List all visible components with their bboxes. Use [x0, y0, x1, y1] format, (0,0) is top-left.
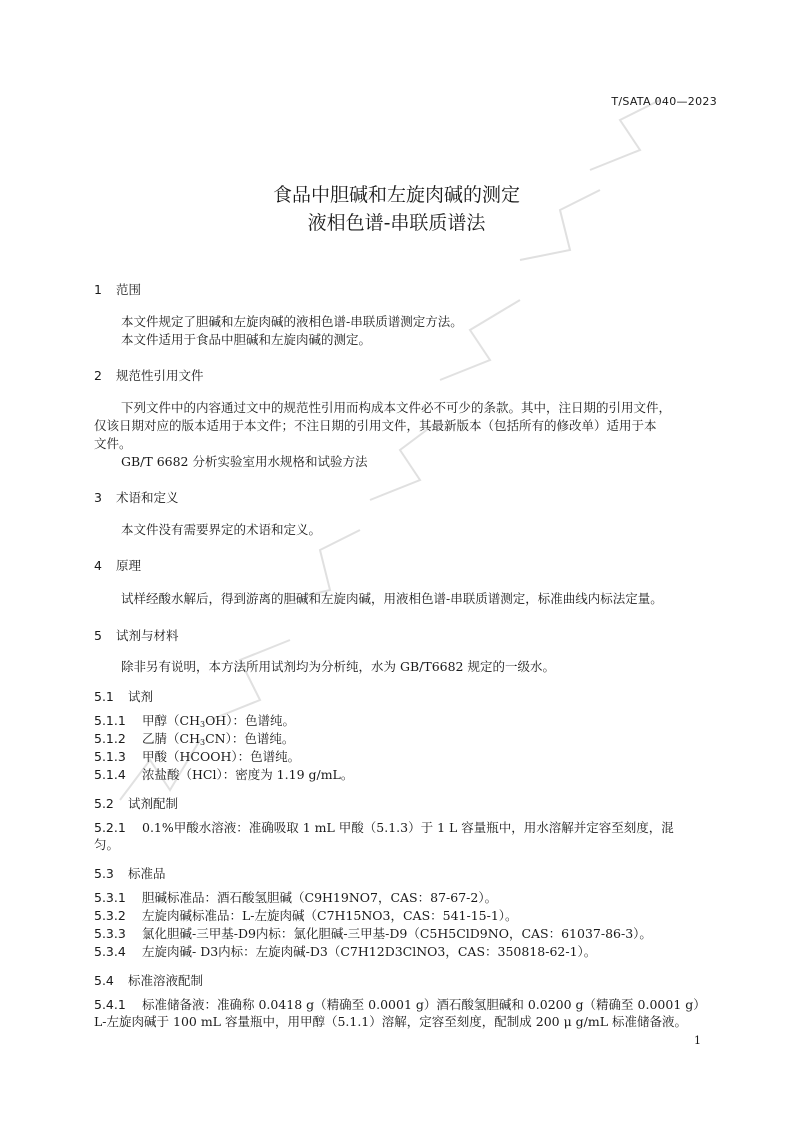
subsection-heading-5-1: 5.1 试剂 [94, 689, 154, 704]
item-5-4-1-continuation: L-左旋肉碱于 100 mL 容量瓶中，用甲醇（5.1.1）溶解，定容至刻度，配制成 200 μ g/mL 标准储备液。 [94, 1014, 688, 1029]
section-2-paragraph-1-line1: 下列文件中的内容通过文中的规范性引用而构成本文件必不可少的条款。其中，注日期的引用文件， [121, 400, 672, 415]
item-5-1-4: 5.1.4 浓盐酸（HCl）：密度为 1.19 g/mL。 [94, 767, 354, 782]
document-title-line1: 食品中胆碱和左旋肉碱的测定 [272, 184, 520, 206]
item-5-3-1: 5.3.1 胆碱标准品：酒石酸氢胆碱（C9H19NO7，CAS：87-67-2）。 [94, 890, 498, 905]
item-5-1-3: 5.1.3 甲酸（HCOOH）：色谱纯。 [94, 749, 301, 764]
section-3-paragraph: 本文件没有需要界定的术语和定义。 [121, 522, 322, 537]
section-2-paragraph-1-line2: 仅该日期对应的版本适用于本文件；不注日期的引用文件，其最新版本（包括所有的修改单）适用于本 [94, 418, 657, 433]
item-5-2-1: 5.2.1 0.1%甲酸水溶液：准确吸取 1 mL 甲酸（5.1.3）于 1 L 容量瓶中，用水溶解并定容至刻度，混 [94, 820, 674, 835]
section-4-paragraph: 试样经酸水解后，得到游离的胆碱和左旋肉碱，用液相色谱-串联质谱测定，标准曲线内标法定量。 [121, 591, 663, 606]
subsection-heading-5-2: 5.2 试剂配制 [94, 796, 179, 811]
item-5-3-4: 5.3.4 左旋肉碱- D3内标：左旋肉碱-D3（C7H12D3ClNO3，CAS：350818-62-1）。 [94, 944, 597, 959]
subsection-heading-5-4: 5.4 标准溶液配制 [94, 973, 204, 988]
item-5-3-2: 5.3.2 左旋肉碱标准品：L-左旋肉碱（C7H15NO3，CAS：541-15-1）。 [94, 908, 518, 923]
section-1-paragraph-1: 本文件规定了胆碱和左旋肉碱的液相色谱-串联质谱测定方法。 [121, 314, 463, 329]
section-heading-5: 5 试剂与材料 [94, 628, 179, 643]
document-number: T/SATA 040—2023 [611, 95, 717, 108]
page-number: 1 [694, 1034, 701, 1047]
item-5-3-3: 5.3.3 氯化胆碱-三甲基-D9内标：氯化胆碱-三甲基-D9（C5H5ClD9NO，CAS：61037-86-3）。 [94, 926, 652, 941]
subsection-heading-5-3: 5.3 标准品 [94, 866, 166, 881]
item-5-2-1-continuation: 匀。 [94, 837, 120, 852]
item-5-4-1: 5.4.1 标准储备液：准确称 0.0418 g（精确至 0.0001 g）酒石酸氢胆碱和 0.0200 g（精确至 0.0001 g） [94, 997, 706, 1012]
section-1-paragraph-2: 本文件适用于食品中胆碱和左旋肉碱的测定。 [121, 332, 372, 347]
section-heading-1: 1 范围 [94, 282, 142, 297]
normative-reference: GB/T 6682 分析实验室用水规格和试验方法 [121, 454, 368, 469]
item-5-1-2: 5.1.2 乙腈$(CH_3CN)$：色谱纯。 [94, 731, 295, 747]
item-5-1-1: 5.1.1 甲醇$(CH_3OH)$：色谱纯。 [94, 713, 295, 729]
section-heading-4: 4 原理 [94, 558, 142, 573]
section-2-paragraph-1-line3: 文件。 [94, 436, 132, 451]
section-5-paragraph: 除非另有说明，本方法所用试剂均为分析纯，水为 GB/T6682 规定的一级水。 [121, 659, 555, 674]
document-title-line2: 液相色谱-串联质谱法 [307, 212, 486, 234]
section-heading-2: 2 规范性引用文件 [94, 368, 204, 383]
section-heading-3: 3 术语和定义 [94, 490, 179, 505]
